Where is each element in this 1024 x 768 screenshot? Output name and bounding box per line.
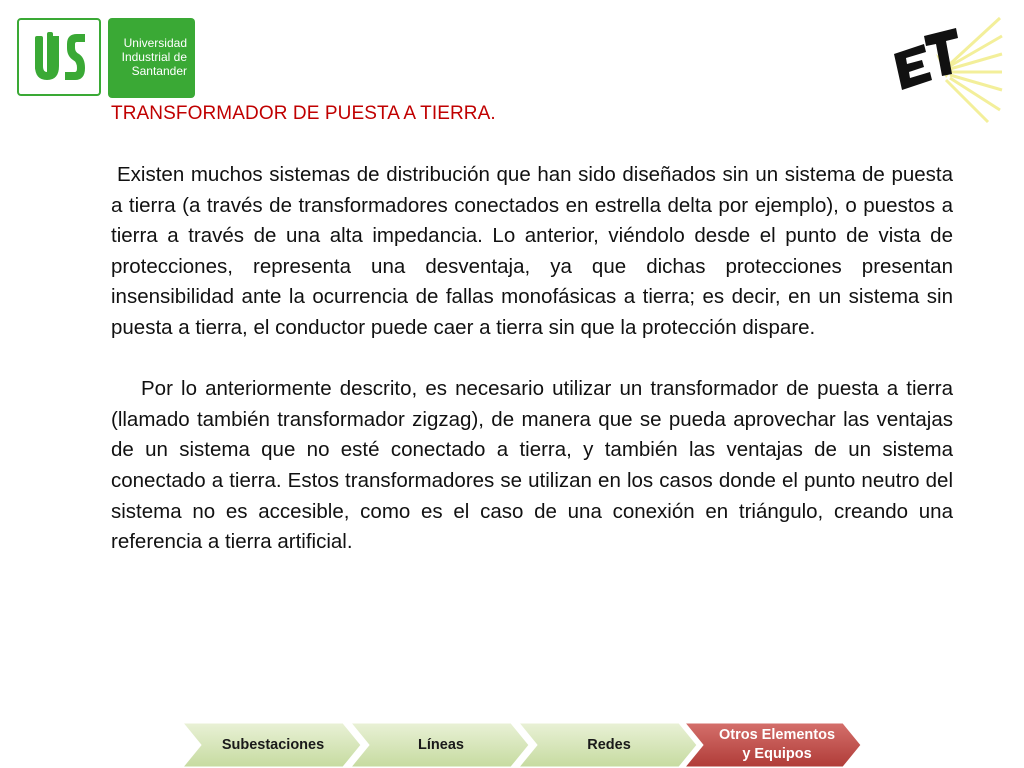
university-name-line-2: Industrial de — [121, 50, 187, 64]
et-logo-icon — [880, 14, 1004, 124]
nav-item-otros-line-2: y Equipos — [742, 746, 812, 762]
university-name-line-3: Santander — [131, 64, 187, 78]
nav-item-otros-elementos-label — [713, 726, 835, 764]
slide-body — [111, 160, 953, 558]
section-nav — [183, 722, 863, 768]
nav-item-lineas[interactable] — [351, 722, 531, 768]
paragraph-2: Por lo anteriormente descrito, es necesario utilizar un transformador de puesta a tierra (llamado también transformador zigzag), de manera que se pueda aprovechar las ventajas de un sistema que no esté conectado a tierra, y también las ventajas de un sistema conectado a tierra. Estos transformadores se utilizan en los casos donde el punto neutro del sistema no es accesible, como es el caso de una conexión en triángulo, creando una referencia a tierra artificial. — [111, 377, 953, 554]
nav-item-lineas-label: Líneas — [418, 736, 464, 753]
nav-item-redes-label: Redes — [587, 736, 631, 753]
slide-title: TRANSFORMADOR DE PUESTA A TIERRA. — [111, 103, 496, 124]
nav-item-redes[interactable] — [519, 722, 699, 768]
university-logo — [17, 18, 197, 98]
university-name-line-1: Universidad — [123, 36, 187, 50]
nav-item-subestaciones-label: Subestaciones — [221, 736, 325, 753]
nav-item-subestaciones[interactable] — [183, 722, 363, 768]
university-name — [108, 18, 195, 98]
uis-logo-icon — [17, 18, 101, 96]
nav-item-otros-line-1: Otros Elementos — [718, 727, 836, 743]
nav-item-otros-elementos[interactable] — [685, 722, 863, 768]
paragraph-1: Existen muchos sistemas de distribución que han sido diseñados sin un sistema de puesta a tierra (a través de transformadores conectados en estrella delta por ejemplo), o puestos a tierra a través de una alta impedancia. Lo anterior, viéndolo desde el punto de vista de protecciones, representa una desventaja, ya que dichas protecciones presentan insensibilidad ante la ocurrencia de fallas monofásicas a tierra; es decir, en un sistema sin puesta a tierra, el conductor puede caer a tierra sin que la protección dispare. — [111, 163, 953, 339]
